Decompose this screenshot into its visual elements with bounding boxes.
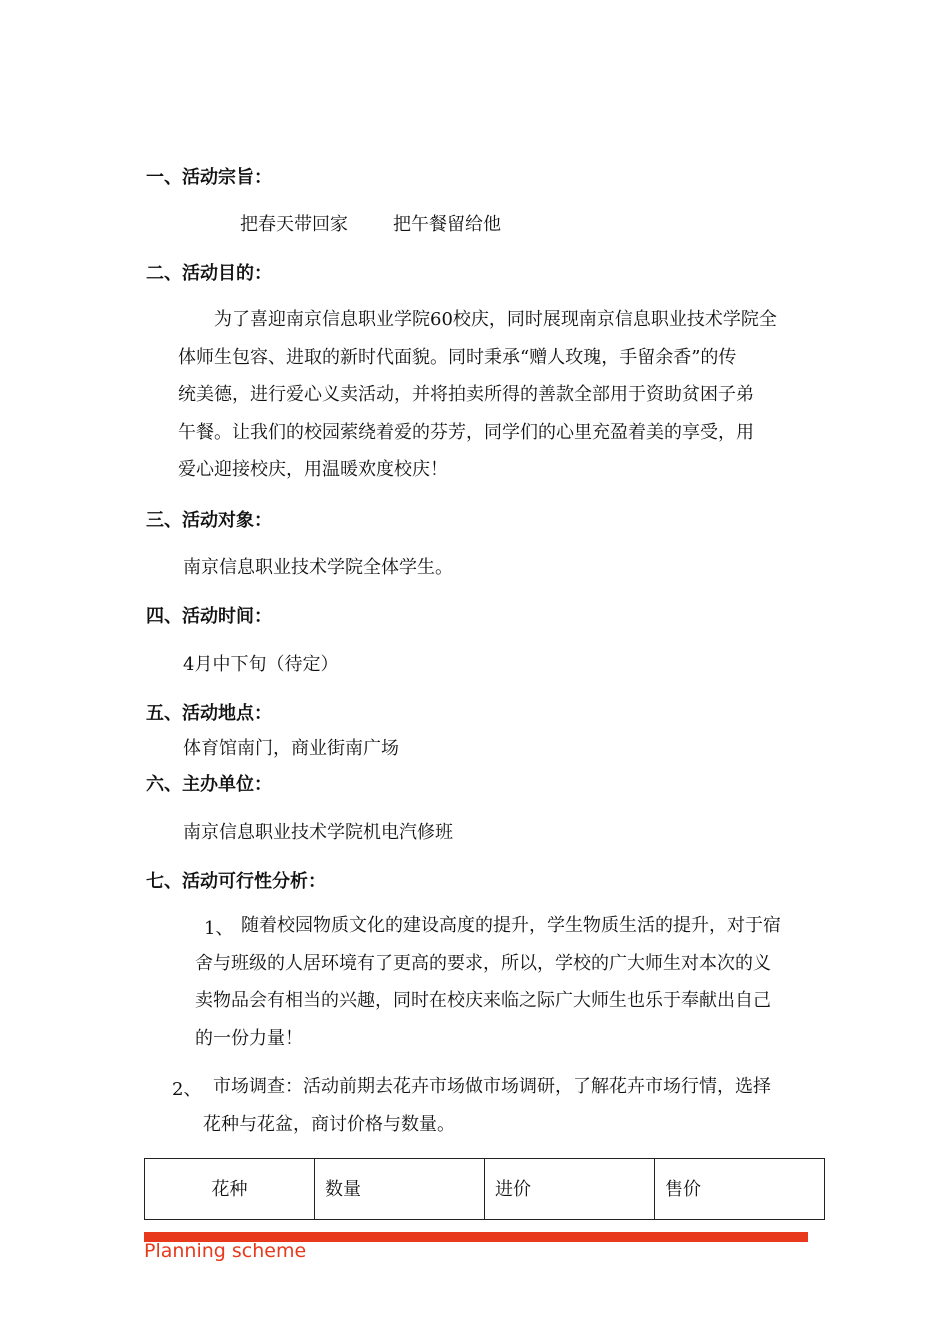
- section-7-heading: 七、活动可行性分析：: [146, 871, 326, 892]
- paragraph-line: 随着校园物质文化的建设高度的提升，学生物质生活的提升，对于宿: [241, 915, 781, 936]
- footer-label: Planning scheme: [144, 1240, 307, 1262]
- table-header-cell: 花种: [145, 1159, 315, 1220]
- paragraph-line: 花种与花盆，商讨价格与数量。: [203, 1113, 455, 1135]
- section-6-text: 南京信息职业技术学院机电汽修班: [183, 822, 453, 843]
- paragraph-line: 为了喜迎南京信息职业学院60校庆，同时展现南京信息职业技术学院全: [214, 309, 777, 330]
- flower-price-table: [144, 1158, 825, 1220]
- section-5-text: 体育馆南门，商业街南广场: [183, 738, 399, 759]
- table-header-cell: 售价: [655, 1159, 825, 1220]
- slogan-1: 把春天带回家: [240, 214, 348, 235]
- table-header-cell: 进价: [485, 1159, 655, 1220]
- paragraph-line: 爱心迎接校庆，用温暖欢度校庆！: [178, 459, 448, 480]
- section-2-heading: 二、活动目的：: [146, 263, 272, 284]
- paragraph-line: 舍与班级的人居环境有了更高的要求，所以，学校的广大师生对本次的义: [195, 952, 771, 974]
- item-1-number: 1、: [204, 918, 234, 939]
- section-6-heading: 六、主办单位：: [146, 774, 272, 795]
- item-1-paragraph: [195, 907, 781, 1057]
- table-header-cell: 数量: [315, 1159, 485, 1220]
- slogan-2: 把午餐留给他: [393, 214, 501, 235]
- section-4-heading: 四、活动时间：: [146, 606, 272, 627]
- paragraph-line: 午餐。让我们的校园萦绕着爱的芬芳，同学们的心里充盈着美的享受，用: [178, 421, 754, 443]
- section-3-heading: 三、活动对象：: [146, 510, 272, 531]
- section-2-paragraph: [178, 301, 777, 489]
- paragraph-line: 统美德，进行爱心义卖活动，并将拍卖所得的善款全部用于资助贫困子弟: [178, 384, 754, 405]
- item-2-number: 2、: [172, 1079, 202, 1100]
- paragraph-line: 体师生包容、进取的新时代面貌。同时秉承“赠人玫瑰，手留余香”的传: [178, 346, 737, 368]
- paragraph-line: 市场调查：活动前期去花卉市场做市场调研，了解花卉市场行情，选择: [213, 1076, 771, 1097]
- item-2-paragraph: [203, 1068, 771, 1143]
- section-4-text: 4月中下旬（待定）: [183, 654, 339, 675]
- section-3-text: 南京信息职业技术学院全体学生。: [183, 557, 453, 578]
- paragraph-line: 卖物品会有相当的兴趣，同时在校庆来临之际广大师生也乐于奉献出自己: [195, 990, 771, 1011]
- table-header-row: [145, 1159, 825, 1220]
- section-5-heading: 五、活动地点：: [146, 703, 272, 724]
- paragraph-line: 的一份力量！: [195, 1027, 303, 1049]
- section-1-heading: 一、活动宗旨：: [146, 167, 272, 188]
